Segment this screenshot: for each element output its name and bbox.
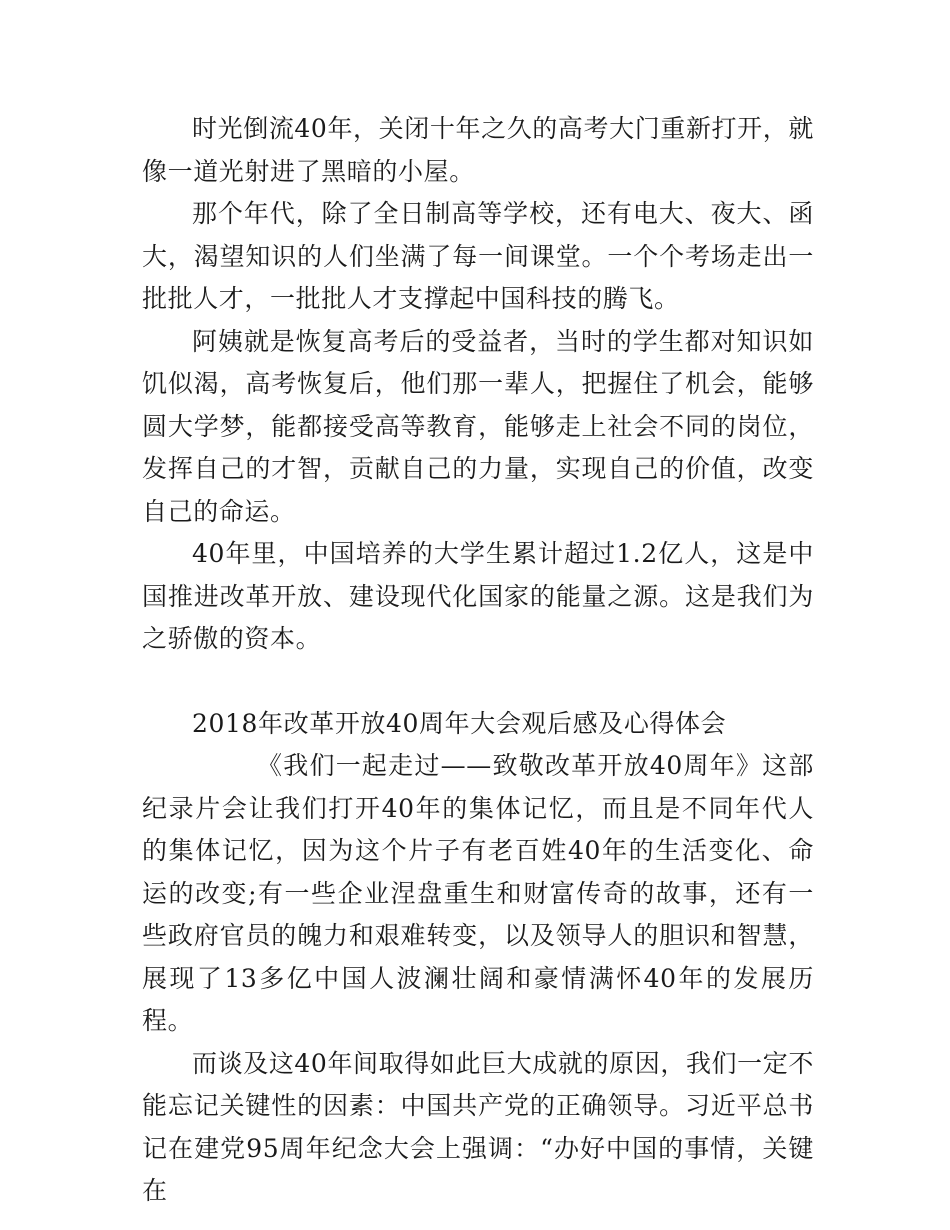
paragraph-gaokao-reopening: 时光倒流40年，关闭十年之久的高考大门重新打开，就像一道光射进了黑暗的小屋。 bbox=[142, 114, 814, 186]
paragraph-forty-years-graduates: 40年里，中国培养的大学生累计超过1.2亿人，这是中国推进改革开放、建设现代化国家的能量之源。这是我们为之骄傲的资本。 bbox=[142, 539, 814, 653]
document-body bbox=[142, 108, 814, 1213]
paragraph-party-leadership: 而谈及这40年间取得如此巨大成就的原因，我们一定不能忘记关键性的因素：中国共产党的正确领导。习近平总书记在建党95周年纪念大会上强调：“办好中国的事情，关键在 bbox=[142, 1048, 814, 1205]
section-heading: 2018年改革开放40周年大会观后感及心得体会 bbox=[192, 708, 727, 738]
paragraph-documentary: 《我们一起走过——致敬改革开放40周年》这部纪录片会让我们打开40年的集体记忆，而且是不同年代人的集体记忆，因为这个片子有老百姓40年的生活变化、命运的改变;有一些企业涅盘重生和财富传奇的故事，还有一些政府官员的魄力和艰难转变，以及领导人的胆识和智慧，展现了13多亿中国人波澜壮阔和豪情满怀40年的发展历程。 bbox=[142, 751, 814, 1035]
paragraph-that-era: 那个年代，除了全日制高等学校，还有电大、夜大、函大，渴望知识的人们坐满了每一间课堂。一个个考场走出一批批人才，一批批人才支撑起中国科技的腾飞。 bbox=[142, 199, 814, 313]
paragraph-auntie-beneficiary: 阿姨就是恢复高考后的受益者，当时的学生都对知识如饥似渴，高考恢复后，他们那一辈人，把握住了机会，能够圆大学梦，能都接受高等教育，能够走上社会不同的岗位，发挥自己的才智，贡献自己的力量，实现自己的价值，改变自己的命运。 bbox=[142, 326, 814, 526]
